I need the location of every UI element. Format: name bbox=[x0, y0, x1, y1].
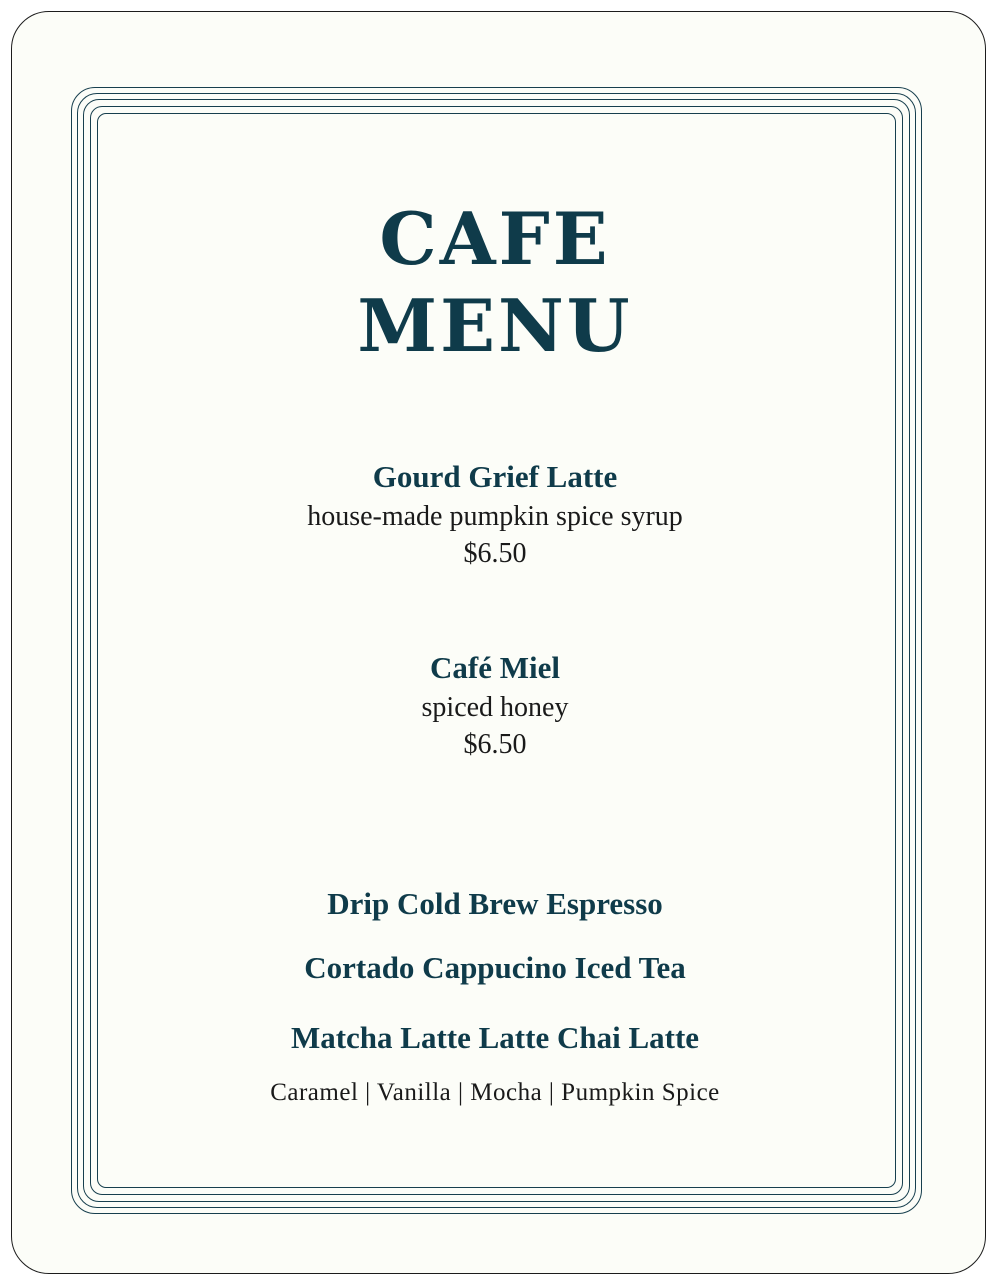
drink-list-line: Cortado Cappucino Iced Tea bbox=[304, 950, 686, 985]
drink-list-line: Matcha Latte Latte Chai Latte bbox=[290, 1020, 700, 1055]
featured-item-price: $6.50 bbox=[463, 538, 527, 569]
menu-title-line1: CAFE bbox=[379, 196, 611, 281]
drink-list-line: Drip Cold Brew Espresso bbox=[327, 886, 663, 921]
menu-title-line2: MENU bbox=[357, 283, 633, 368]
featured-item-description: house-made pumpkin spice syrup bbox=[307, 501, 683, 532]
featured-item-price: $6.50 bbox=[463, 729, 527, 760]
flavor-options: Caramel | Vanilla | Mocha | Pumpkin Spice bbox=[270, 1079, 720, 1106]
featured-item-description: spiced honey bbox=[421, 692, 569, 723]
featured-item-name: Gourd Grief Latte bbox=[372, 459, 618, 494]
featured-item-name: Café Miel bbox=[430, 650, 560, 685]
